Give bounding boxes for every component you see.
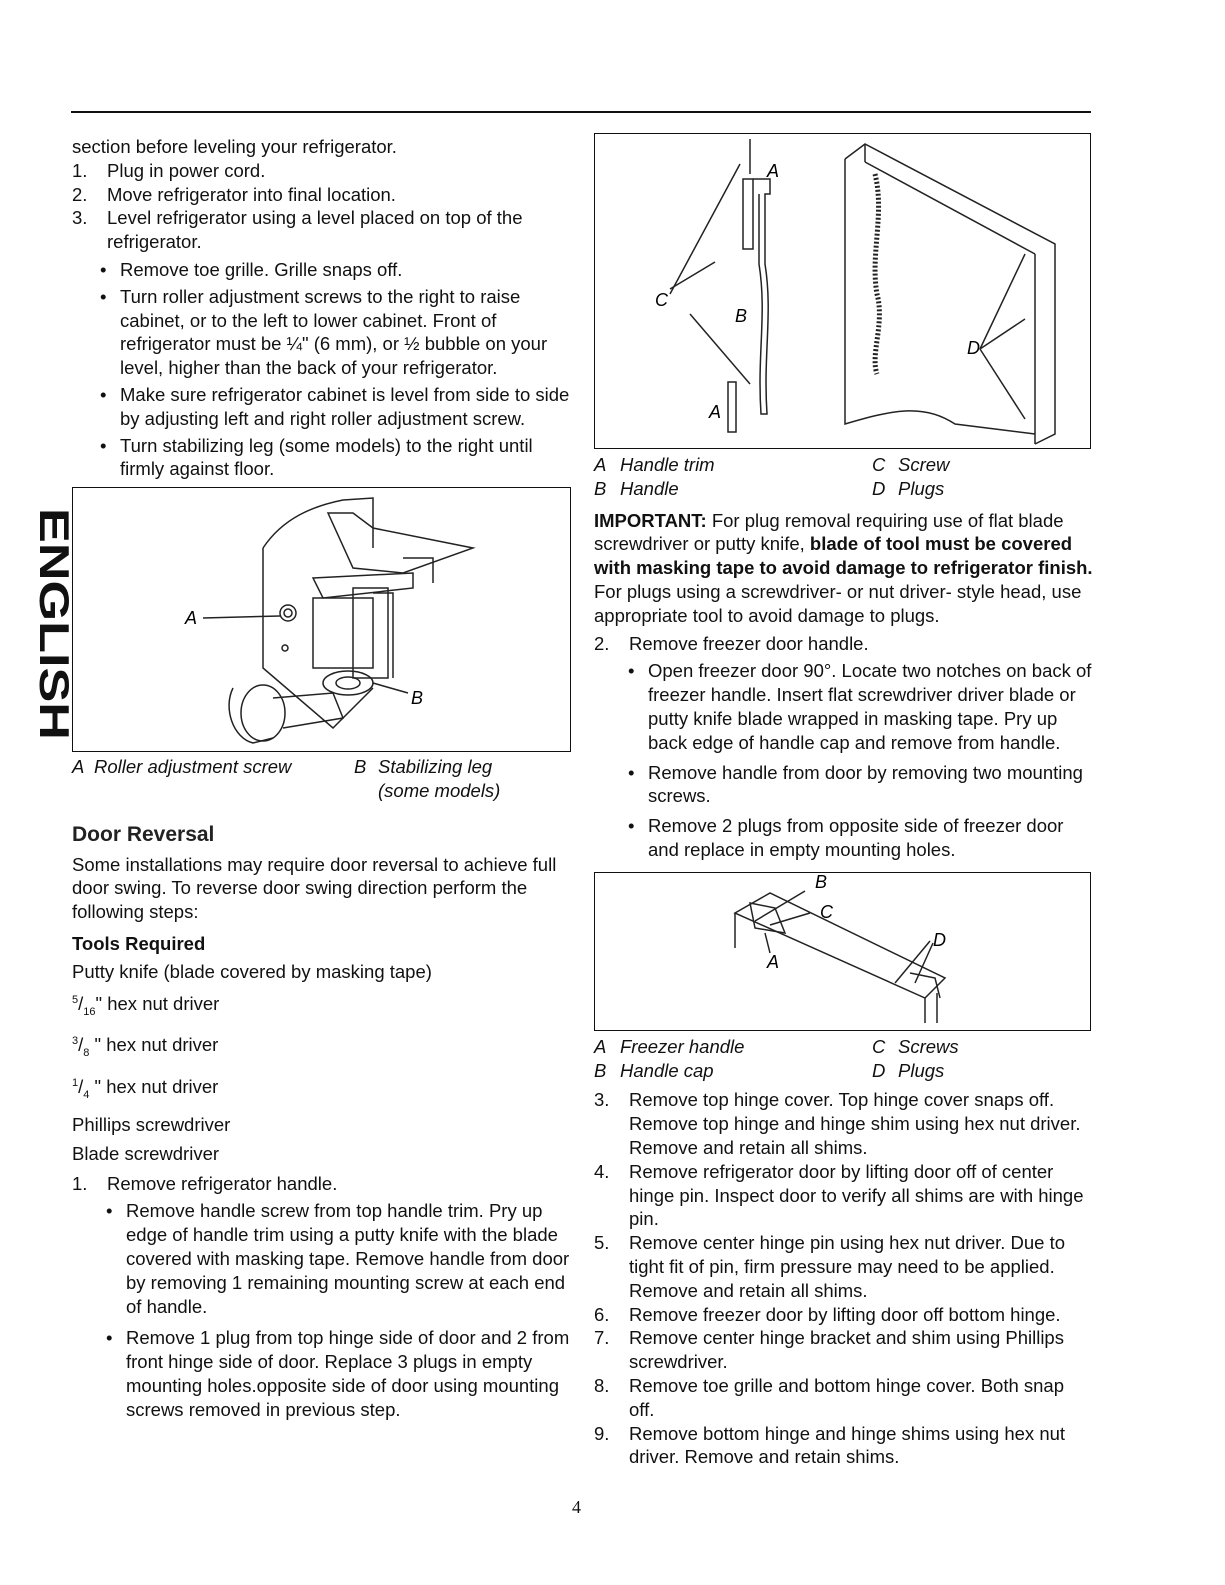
callout-b: B [815, 871, 828, 892]
intro-text: section before leveling your refrigerator. [72, 136, 397, 157]
roller-figure-caption: A Roller adjustment screw B Stabilizing leg (some models) [72, 756, 501, 801]
step-item: 8. Remove toe grille and bottom hinge cover. Both snap off. [594, 1374, 1065, 1420]
callout-d: D [967, 338, 980, 358]
freezer-figure-caption: A Freezer handle C Screws B Handle cap D Plugs [594, 1035, 959, 1081]
step-item: 3. Level refrigerator using a level placed on top of the refrigerator. [72, 207, 523, 253]
step-item: 7. Remove center hinge bracket and shim using Phillips screwdriver. [594, 1327, 1064, 1373]
callout-a-top: A [767, 161, 780, 181]
callout-a: A [767, 951, 780, 972]
page-number: 4 [572, 1497, 581, 1517]
language-tab [31, 508, 78, 740]
left-column [72, 135, 572, 1425]
important-note: IMPORTANT: For plug removal requiring use of flat blade screwdriver or putty knife, blade of tool must be covered with masking tape to avoid damage to refrigerator finish. For plugs using a screwdriver- or nut driver- style head, use appropriate tool to avoid damage to plugs. [594, 509, 1093, 626]
callout-b: B [735, 306, 748, 326]
bullet-item: • Turn roller adjustment screws to the right to raise cabinet, or to the left to lower cabinet. Front of refrigerator must be ¼" (6 mm), or ½ bubble on your level, higher than the back of your refrigerator. [100, 285, 548, 379]
top-rule [71, 111, 1091, 113]
door-reversal-heading: Door Reversal [72, 822, 215, 846]
step-item: 4. Remove refrigerator door by lifting door off of center hinge pin. Inspect door to verify all shims are with hinge pin. [594, 1160, 1084, 1230]
handle-figure-caption: A Handle trim C Screw B Handle D Plugs [594, 454, 950, 499]
tool-item: Putty knife (blade covered by masking tape) [72, 960, 432, 982]
callout-a-bottom: A [709, 402, 722, 422]
step-item: 6. Remove freezer door by lifting door off bottom hinge. [594, 1303, 1061, 1325]
handle-trim-figure [594, 133, 1091, 449]
bullet-item: • Remove 1 plug from top hinge side of door and 2 from front hinge side of door. Replace 3 plugs in empty mounting holes.opposite side of door using mounting screws removed in previous step. [106, 1327, 570, 1420]
step-item: 2. Move refrigerator into final location. [72, 183, 396, 205]
bullet-item: • Remove toe grille. Grille snaps off. [100, 258, 403, 280]
handle-illustration [595, 134, 1089, 447]
roller-figure [72, 487, 571, 752]
bullet-item: • Make sure refrigerator cabinet is level from side to side by adjusting left and right roller adjustment screw. [100, 383, 570, 429]
step-item: 9. Remove bottom hinge and hinge shims using hex nut driver. Remove and retain shims. [594, 1422, 1066, 1468]
callout-d: D [933, 929, 946, 950]
step-item: 3. Remove top hinge cover. Top hinge cover snaps off. Remove top hinge and hinge shim using hex nut driver. Remove and retain all shims. [594, 1089, 1081, 1158]
freezer-handle-illustration [595, 873, 1089, 1029]
right-column [594, 133, 1094, 1469]
step-item: 5. Remove center hinge pin using hex nut driver. Due to tight fit of pin, firm pressure may need to be applied. Remove and retain all shims. [594, 1232, 1066, 1301]
tools-heading: Tools Required [72, 932, 206, 954]
tool-item: Blade screwdriver [72, 1143, 220, 1165]
bullet-item: • Turn stabilizing leg (some models) to the right until firmly against floor. [100, 434, 533, 480]
callout-b: B [411, 688, 424, 709]
door-reversal-intro: Some installations may require door reversal to achieve full door swing. To reverse door swing direction perform the following steps: [72, 853, 557, 923]
bullet-item: • Remove handle from door by removing two mounting screws. [628, 761, 1083, 807]
step-item: 2. Remove freezer door handle. [594, 632, 869, 654]
bullet-item: • Remove handle screw from top handle trim. Pry up edge of handle trim using a putty knife with the blade covered with masking tape. Remove handle from door by removing 1 remaining mounting screw at each end of handle. [106, 1200, 570, 1317]
bullet-item: • Open freezer door 90°. Locate two notches on back of freezer handle. Insert flat screwdriver driver blade or putty knife blade wrapped in masking tape. Pry up back edge of handle cap and remove from handle. [628, 660, 1092, 753]
bullet-item: • Remove 2 plugs from opposite side of freezer door and replace in empty mounting holes. [628, 815, 1064, 860]
step-item: 1. Remove refrigerator handle. [72, 1172, 338, 1194]
tool-item: $^3/_8$ " hex nut driver [72, 1034, 219, 1060]
callout-a: A [185, 608, 198, 629]
freezer-handle-figure [594, 872, 1091, 1031]
tool-item: $^5/_{16}$" hex nut driver [72, 993, 220, 1018]
step-item: 1. Plug in power cord. [72, 159, 266, 181]
tool-item: Phillips screwdriver [72, 1113, 231, 1135]
callout-c: C [655, 290, 668, 310]
roller-illustration [73, 488, 569, 750]
language-tab-label: ENGLISH [31, 508, 78, 695]
callout-c: C [820, 901, 833, 922]
tool-item: $^1/_4$ " hex nut driver [72, 1075, 219, 1101]
